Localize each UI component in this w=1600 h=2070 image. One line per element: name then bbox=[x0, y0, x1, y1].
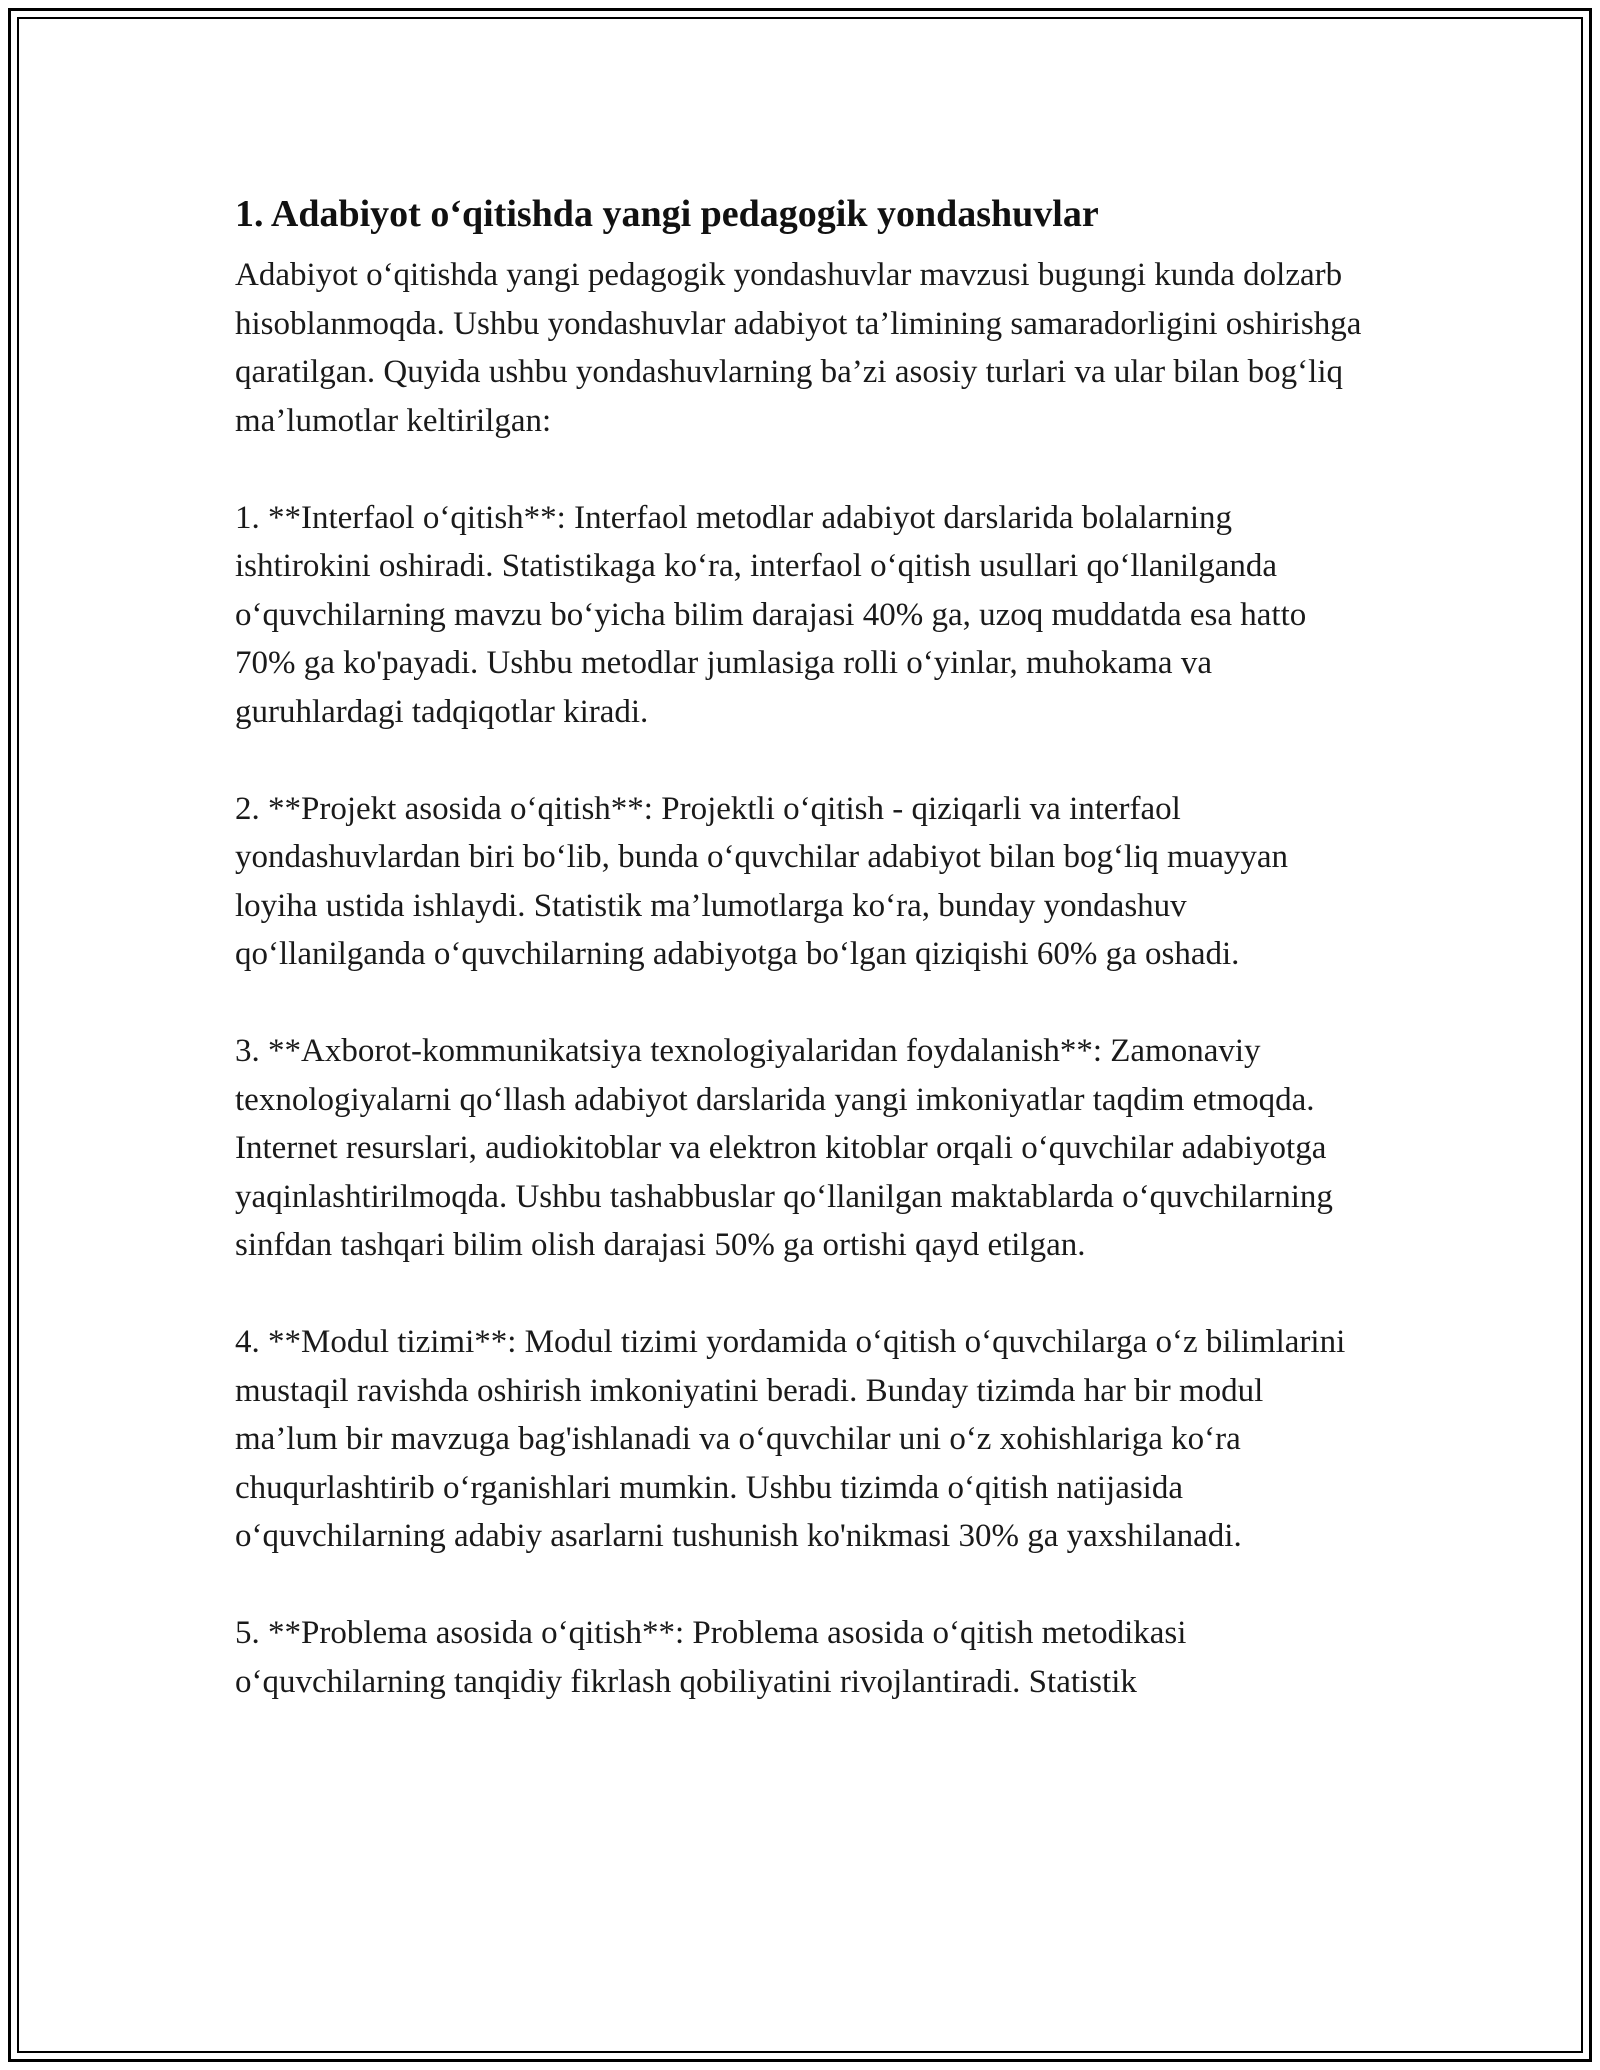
paragraph-interfaol: 1. **Interfaol o‘qitish**: Interfaol metodlar adabiyot darslarida bolalarning ishtirokini oshiradi. Statistikaga ko‘ra, interfaol o‘qitish usullari qo‘llanilganda o‘quvchilarning mavzu bo‘yicha bilim darajasi 40% ga, uzoq muddatda esa hatto 70% ga ko'payadi. Ushbu metodlar jumlasiga rolli o‘yinlar, muhokama va guruhlardagi tadqiqotlar kiradi. bbox=[235, 499, 1307, 730]
paragraph-modul: 4. **Modul tizimi**: Modul tizimi yordamida o‘qitish o‘quvchilarga o‘z bilimlarini mustaqil ravishda oshirish imkoniyatini beradi. Bunday tizimda har bir modul ma’lum bir mavzuga bag'ishlanadi va o‘quvchilar uni o‘z xohishlariga ko‘ra chuqurlashtirib o‘rganishlari mumkin. Ushbu tizimda o‘qitish natijasida o‘quvchilarning adabiy asarlarni tushunish ko'nikmasi 30% ga yaxshilanadi. bbox=[235, 1324, 1346, 1554]
paragraph-axborot: 3. **Axborot-kommunikatsiya texnologiyalaridan foydalanish**: Zamonaviy texnologiyalarni qo‘llash adabiyot darslarida yangi imkoniyatlar taqdim etmoqda. Internet resurslari, audiokitoblar va elektron kitoblar orqali o‘quvchilar adabiyotga yaqinlashtirilmoqda. Ushbu tashabbuslar qo‘llanilgan maktablarda o‘quvchilarning sinfdan tashqari bilim olish darajasi 50% ga ortishi qayd etilgan. bbox=[235, 1033, 1333, 1263]
intro-paragraph: Adabiyot o‘qitishda yangi pedagogik yondashuvlar mavzusi bugungi kunda dolzarb hisoblanmoqda. Ushbu yondashuvlar adabiyot ta’limining samaradorligini oshirishga qaratilgan. Quyida ushbu yondashuvlarning ba’zi asosiy turlari va ular bilan bog‘liq ma’lumotlar keltirilgan: bbox=[235, 257, 1362, 439]
paragraph-problema: 5. **Problema asosida o‘qitish**: Problema asosida o‘qitish metodikasi o‘quvchilarning tanqidiy fikrlash qobiliyatini rivojlantiradi. Statistik bbox=[235, 1615, 1187, 1700]
paragraph-projekt: 2. **Projekt asosida o‘qitish**: Projektli o‘qitish - qiziqarli va interfaol yondashuvlardan biri bo‘lib, bunda o‘quvchilar adabiyot bilan bog‘liq muayyan loyiha ustida ishlaydi. Statistik ma’lumotlarga ko‘ra, bunday yondashuv qo‘llanilganda o‘quvchilarning adabiyotga bo‘lgan qiziqishi 60% ga oshadi. bbox=[235, 790, 1289, 972]
section-heading: 1. Adabiyot o‘qitishda yangi pedagogik yondashuvlar bbox=[235, 193, 1099, 235]
document-body bbox=[235, 185, 1370, 1706]
